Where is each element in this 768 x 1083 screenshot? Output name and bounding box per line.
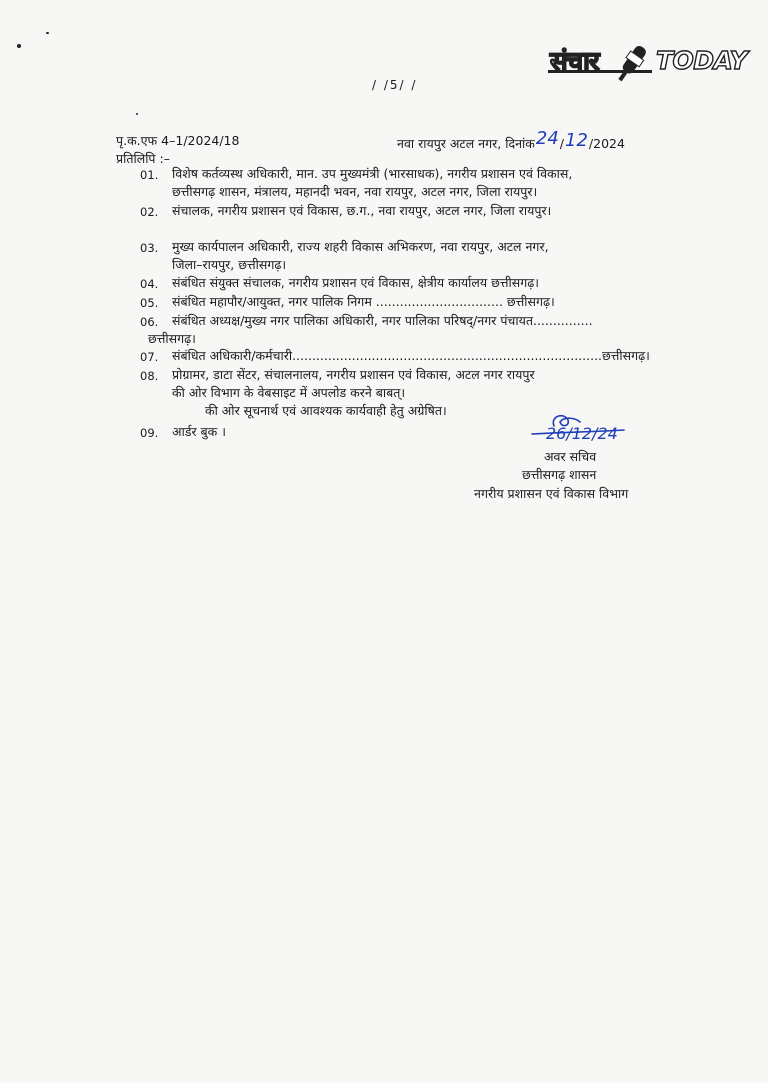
- item-number: 01.: [140, 168, 159, 182]
- copy-list-item: [140, 165, 674, 201]
- item-line: संबंधित अध्यक्ष/मुख्य नगर पालिका अधिकारी, नगर पालिका परिषद्/नगर पंचायत...............: [172, 313, 593, 328]
- item-number: 07.: [140, 350, 159, 364]
- copy-list-item: [140, 238, 674, 274]
- copy-list-item: [140, 347, 674, 365]
- scan-speck: [136, 113, 138, 115]
- item-line: संबंधित अधिकारी/कर्मचारी..............................................................................छत्तीसगढ़।: [172, 348, 650, 363]
- item-line: जिला–रायपुर, छत्तीसगढ़।: [172, 257, 287, 272]
- item-line: छत्तीसगढ़ शासन, मंत्रालय, महानदी भवन, नवा रायपुर, अटल नगर, जिला रायपुर।: [172, 184, 538, 199]
- signature-date: 26/12/24: [546, 424, 618, 443]
- logo-hindi-text: संचार: [550, 47, 599, 77]
- signatory-designation: अवर सचिव: [544, 449, 597, 464]
- signatory-department: नगरीय प्रशासन एवं विकास विभाग: [474, 486, 629, 501]
- sanchar-today-logo: [548, 36, 748, 86]
- copy-to-label: प्रतिलिपि :–: [116, 151, 170, 166]
- item-line: संबंधित महापौर/आयुक्त, नगर पालिक निगम ................................ छत्तीसगढ़।: [172, 294, 555, 309]
- item-line: प्रोग्रामर, डाटा सेंटर, संचालनालय, नगरीय प्रशासन एवं विकास, अटल नगर रायपुर: [172, 367, 535, 382]
- place-date-prefix: नवा रायपुर अटल नगर, दिनांक: [397, 136, 535, 151]
- handwritten-date-month: 12: [565, 130, 588, 151]
- item-line: की ओर विभाग के वेबसाइट में अपलोड करने बाबत्।: [172, 385, 406, 400]
- signatory-government: छत्तीसगढ़ शासन: [522, 467, 597, 482]
- copy-list-item: [140, 312, 674, 348]
- item-line: विशेष कर्तव्यस्थ अधिकारी, मान. उप मुख्यमंत्री (भारसाधक), नगरीय प्रशासन एवं विकास,: [172, 166, 573, 181]
- place-date: [397, 128, 625, 153]
- logo-today-text: TODAY: [656, 46, 748, 75]
- item-number: 03.: [140, 241, 159, 255]
- copy-list-item: [140, 293, 674, 311]
- copy-list-item: [140, 202, 674, 220]
- item-number: 09.: [140, 426, 159, 440]
- date-separator: /: [559, 136, 564, 151]
- scan-speck: [17, 44, 21, 48]
- date-separator: /: [588, 136, 594, 151]
- date-year: 2024: [593, 136, 625, 151]
- reference-number: पृ.क.एफ 4–1/2024/18: [116, 133, 240, 148]
- item-number: 06.: [140, 315, 159, 329]
- item-line: छत्तीसगढ़।: [148, 331, 196, 346]
- copy-list-item: [140, 274, 674, 292]
- item-line: आर्डर बुक ।: [172, 424, 226, 439]
- item-line: संबंधित संयुक्त संचालक, नगरीय प्रशासन एवं विकास, क्षेत्रीय कार्यालय छत्तीसगढ़।: [172, 275, 540, 290]
- item-number: 04.: [140, 277, 159, 291]
- item-line: संचालक, नगरीय प्रशासन एवं विकास, छ.ग., नवा रायपुर, अटल नगर, जिला रायपुर।: [172, 203, 552, 218]
- forwarding-note: की ओर सूचनार्थ एवं आवश्यक कार्यवाही हेतु अग्रेषित।: [205, 403, 447, 418]
- item-line: मुख्य कार्यपालन अधिकारी, राज्य शहरी विकास अभिकरण, नवा रायपुर, अटल नगर,: [172, 239, 549, 254]
- handwritten-date-day: 24: [535, 128, 559, 149]
- item-number: 02.: [140, 205, 159, 219]
- item-number: 05.: [140, 296, 159, 310]
- page-number: / /5/ /: [372, 78, 418, 92]
- item-number: 08.: [140, 369, 159, 383]
- scan-speck: [46, 32, 49, 34]
